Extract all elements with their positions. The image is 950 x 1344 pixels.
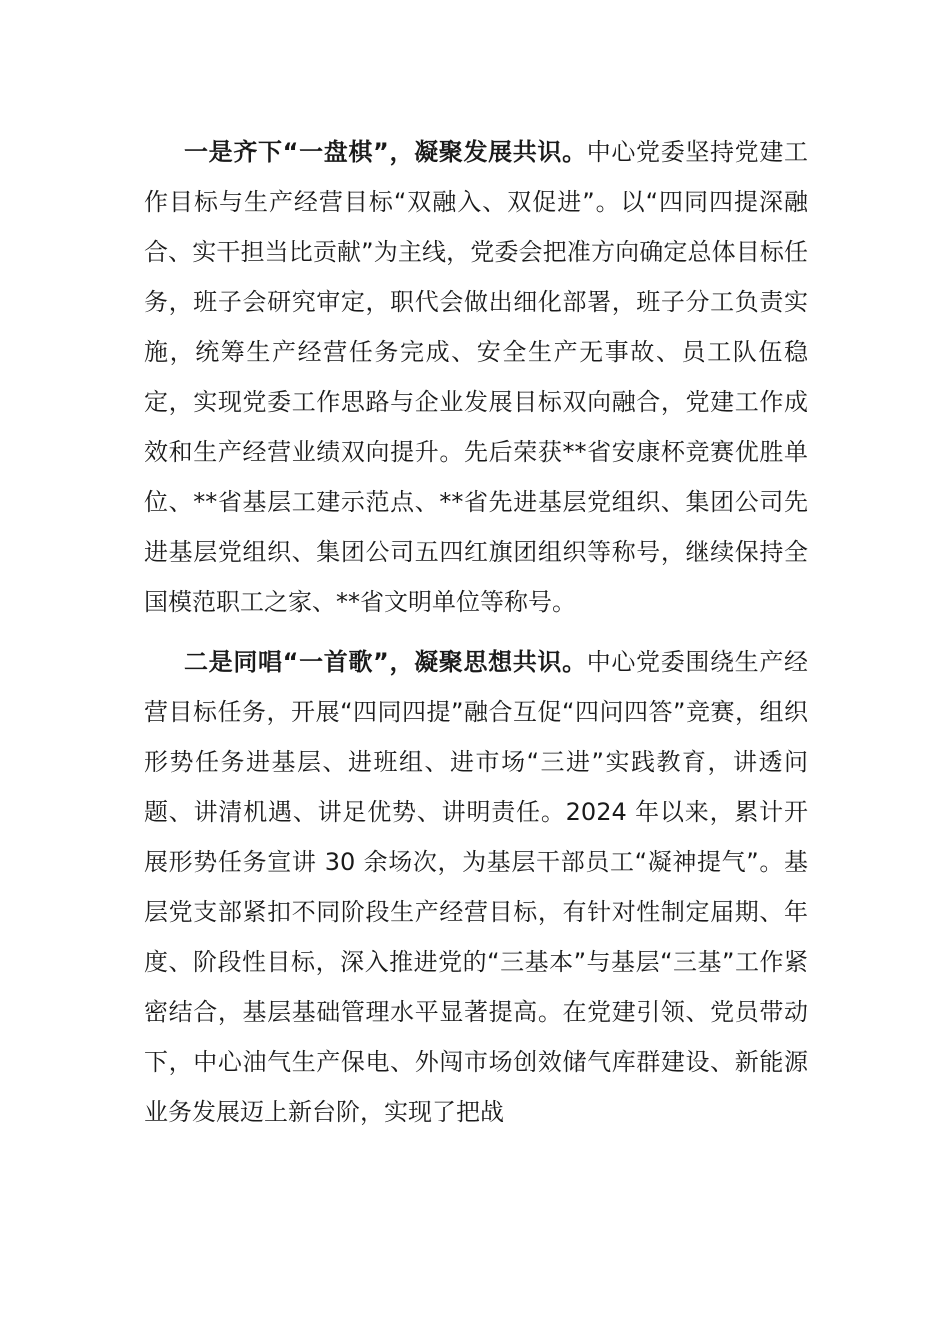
paragraph-1-lead: 一是齐下“一盘棋”，凝聚发展共识。	[184, 138, 587, 166]
paragraph-1	[144, 127, 808, 627]
paragraph-2-lead: 二是同唱“一首歌”，凝聚思想共识。	[184, 648, 587, 676]
paragraph-2-body: 中心党委围绕生产经营目标任务，开展“四同四提”融合互促“四问四答”竞赛，组织形势任务进基层、进班组、进市场“三进”实践教育，讲透问题、讲清机遇、讲足优势、讲明责任。2024 年以来，累计开展形势任务宣讲 30 余场次，为基层干部员工“凝神提气”。基层党支部紧扣不同阶段生产经营目标，有针对性制定届期、年度、阶段性目标，深入推进党的“三基本”与基层“三基”工作紧密结合，基层基础管理水平显著提高。在党建引领、党员带动下，中心油气生产保电、外闯市场创效储气库群建设、新能源业务发展迈上新台阶，实现了把战	[144, 648, 808, 1126]
document-body	[144, 127, 808, 1137]
paragraph-2	[144, 637, 808, 1137]
paragraph-1-body: 中心党委坚持党建工作目标与生产经营目标“双融入、双促进”。以“四同四提深融合、实干担当比贡献”为主线，党委会把准方向确定总体目标任务，班子会研究审定，职代会做出细化部署，班子分工负责实施，统筹生产经营任务完成、安全生产无事故、员工队伍稳定，实现党委工作思路与企业发展目标双向融合，党建工作成效和生产经营业绩双向提升。先后荣获**省安康杯竞赛优胜单位、**省基层工建示范点、**省先进基层党组织、集团公司先进基层党组织、集团公司五四红旗团组织等称号，继续保持全国模范职工之家、**省文明单位等称号。	[144, 138, 808, 616]
